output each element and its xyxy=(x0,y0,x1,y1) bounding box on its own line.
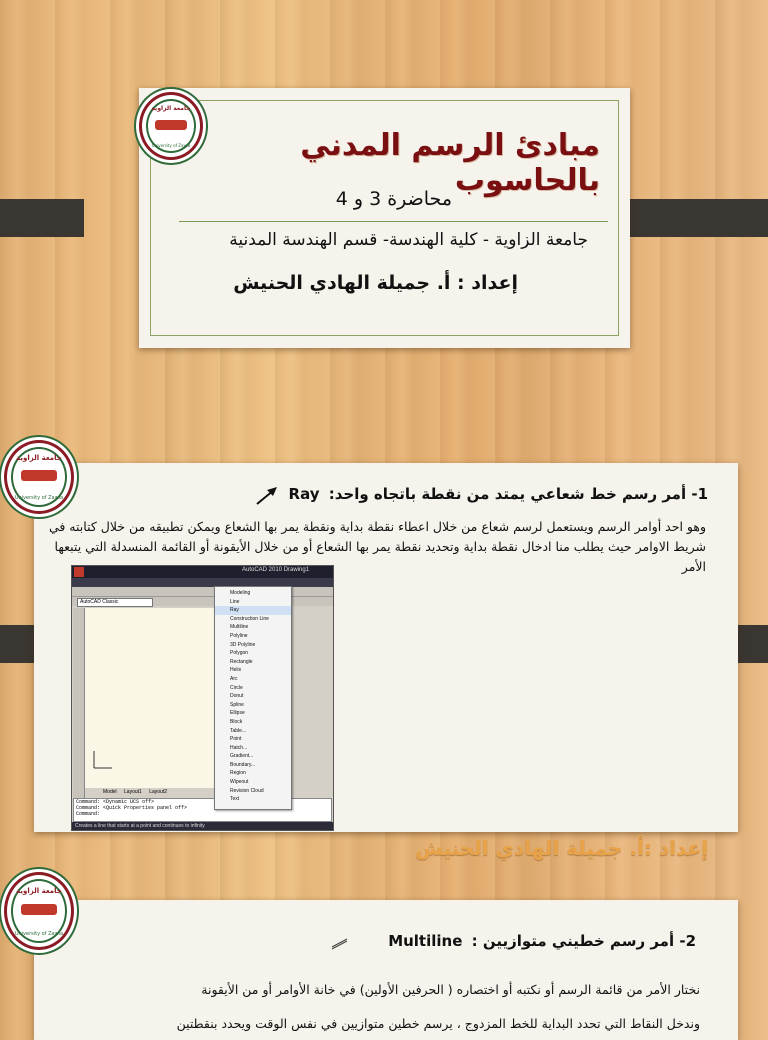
seal-bottom-text: University of Zawia xyxy=(14,930,64,937)
menu-item[interactable]: Donut xyxy=(230,693,244,700)
title-slide-card xyxy=(139,88,630,348)
menu-item[interactable]: Text xyxy=(230,796,240,803)
menu-item[interactable]: Boundary... xyxy=(230,761,256,768)
menu-items xyxy=(215,589,291,804)
seal-top-text: جامعة الزاوية xyxy=(151,104,191,112)
multiline-heading xyxy=(388,932,696,950)
autocad-toolbar-row1 xyxy=(72,587,333,597)
tab-layout2[interactable]: Layout2 xyxy=(149,789,167,795)
tab-model[interactable]: Model xyxy=(103,789,117,795)
menu-item[interactable]: Block xyxy=(230,718,243,725)
layout-tabs xyxy=(85,788,219,796)
autocad-draw-toolbar xyxy=(73,608,85,798)
seal-top-text: جامعة الزاوية xyxy=(16,453,62,462)
slide1-right-tab xyxy=(612,199,768,237)
menu-item[interactable]: Multiline xyxy=(230,624,249,631)
autocad-toolbar-row2 xyxy=(72,597,333,606)
seal-bottom-text: University of Zawia xyxy=(14,495,64,502)
seal-top-text: جامعة الزاوية xyxy=(16,886,62,895)
multiline-line-2: وندخل النقاط التي تحدد البداية للخط المزدوج ، يرسم خطين متوازيين في نفس الوقت ويحدد بنقطتين xyxy=(176,1016,700,1031)
draw-dropdown-menu xyxy=(214,586,292,810)
ray-description: وهو احد أوامر الرسم ويستعمل لرسم شعاع من خلال اعطاء نقطة بداية ونقطة يمر بها الشعاع ويمكن تطبيقه من خلال كتابته في شريط الاوامر حيث يطلب منا ادخال نقطة بداية وتحديد نقطة يمر بها الشعاع أو من خلال الأيقونة أو القائمة المنسدلة التي يتبعها الأمر xyxy=(48,519,706,574)
autocad-app-icon[interactable] xyxy=(74,567,84,577)
menu-item[interactable]: 3D Polyline xyxy=(230,641,256,648)
menu-item[interactable]: Gradient... xyxy=(230,753,254,760)
ray-heading xyxy=(289,485,708,503)
workspace-combo[interactable]: AutoCAD Classic xyxy=(77,598,153,607)
menu-item[interactable]: Hatch... xyxy=(230,744,248,751)
university-seal-icon xyxy=(139,92,203,160)
slide-subtitle: محاضرة 3 و 4 xyxy=(335,188,452,210)
menu-item[interactable]: Point xyxy=(230,736,242,743)
status-bar: Creates a line that starts at a point and continues to infinity xyxy=(72,822,333,830)
menu-item[interactable]: Polyline xyxy=(230,632,248,639)
autocad-title: AutoCAD 2010 Drawing1 xyxy=(242,567,310,573)
menu-item[interactable]: Ray xyxy=(215,606,291,615)
menu-item[interactable]: Helix xyxy=(230,667,242,674)
department-line: جامعة الزاوية - كلية الهندسة- قسم الهندسة المدنية xyxy=(229,230,588,250)
multiline-slide-card xyxy=(34,900,738,1040)
menu-item[interactable]: Circle xyxy=(230,684,243,691)
menu-item[interactable]: Ellipse xyxy=(230,710,245,717)
seal-center-band xyxy=(21,470,57,481)
ray-slide-card xyxy=(34,463,738,860)
command-line-1: Command: <Dynamic UCS off> xyxy=(76,799,155,805)
university-seal-icon-2 xyxy=(4,440,74,514)
menu-item[interactable]: Construction Line xyxy=(230,615,269,622)
command-window[interactable] xyxy=(73,798,332,822)
ucs-icon xyxy=(91,748,115,772)
menu-item[interactable]: Polygon xyxy=(230,650,249,657)
menu-item[interactable]: Line xyxy=(230,598,240,605)
multiline-line-1: نختار الأمر من قائمة الرسم أو نكتبه أو اختصاره ( الحرفين الأولين) في خانة الأوامر أو من الأيقونة xyxy=(201,982,700,997)
seal-center-band xyxy=(21,904,57,916)
ray-heading-en: Ray xyxy=(288,485,320,503)
multiline-heading-ar: 2- أمر رسم خطيني متوازيين : xyxy=(471,932,696,950)
ray-heading-ar: 1- أمر رسم خط شعاعي يمتد من نقطة باتجاه واحد: xyxy=(328,485,708,503)
autocad-drawing-area[interactable] xyxy=(85,608,219,788)
slide2-footer-author: إعداد :أ. جميلة الهادي الحنيش xyxy=(415,836,708,860)
autocad-menubar xyxy=(72,578,333,587)
slide-title: مبادئ الرسم المدني بالحاسوب xyxy=(300,128,600,198)
university-seal-icon-3 xyxy=(4,872,74,950)
ray-arrow-icon xyxy=(254,485,280,507)
menu-item[interactable]: Modeling xyxy=(230,590,251,596)
seal-center-band xyxy=(155,120,188,130)
autocad-titlebar xyxy=(72,566,333,578)
command-line-3: Command: xyxy=(76,811,101,817)
menu-item[interactable]: Wipeout xyxy=(230,779,249,786)
tab-layout1[interactable]: Layout1 xyxy=(124,789,142,795)
menu-item[interactable]: Revision Cloud xyxy=(230,787,264,794)
title-divider xyxy=(179,221,608,222)
slide1-left-tab xyxy=(0,199,84,237)
menu-item[interactable]: Rectangle xyxy=(230,658,253,665)
menu-item[interactable]: Table... xyxy=(230,727,247,734)
multiline-icon xyxy=(330,936,350,950)
multiline-heading-en: Multiline xyxy=(388,932,463,950)
menu-item[interactable]: Spline xyxy=(230,701,244,708)
seal-bottom-text: University of Zawia xyxy=(151,143,191,149)
menu-item[interactable]: Arc xyxy=(230,675,238,682)
command-line-2: Command: <Quick Properties panel off> xyxy=(76,805,188,811)
menu-item[interactable]: Region xyxy=(230,770,246,777)
author-line: إعداد : أ. جميلة الهادي الحنيش xyxy=(233,272,518,294)
autocad-screenshot xyxy=(71,565,334,831)
